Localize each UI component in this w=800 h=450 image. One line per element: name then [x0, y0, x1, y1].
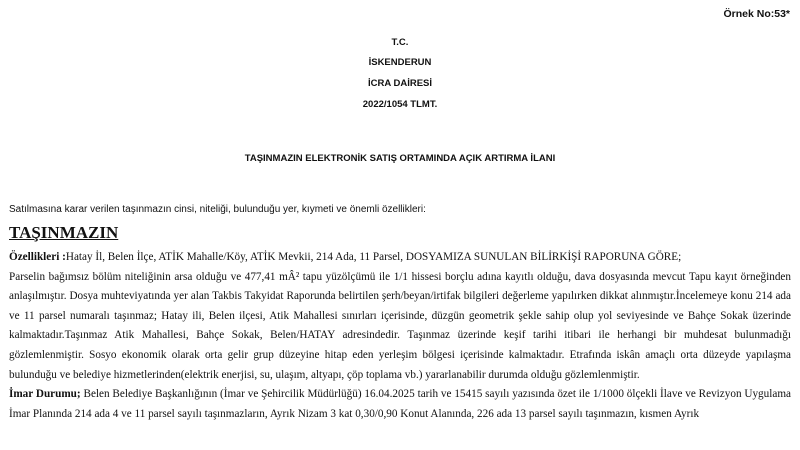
intro-text: Satılmasına karar verilen taşınmazın cinsi, niteliği, bulunduğu yer, kıymeti ve önemli özellikleri:: [9, 204, 426, 215]
zoning-text: Belen Belediye Başkanlığının (İmar ve Şehircilik Müdürlüğü) 16.04.2025 tarih ve 15415 sayılı yazısında özet ile 1/1000 ölçekli İlave ve Revizyon Uygulama İmar Planında 214 ada 4 ve 11 parsel sayılı taşınmazların, Ayrık Nizam 3 kat 0,30/0,90 Konut Alanında, 226 ada 13 parsel sayılı taşınmazın, kısmen Ayrık: [9, 388, 791, 420]
document-body: [9, 248, 791, 424]
section-heading: TAŞINMAZIN: [9, 223, 119, 242]
zoning-label: İmar Durumu;: [9, 388, 81, 401]
header-tc: T.C.: [391, 37, 409, 48]
properties-text: Hatay İl, Belen İlçe, ATİK Mahalle/Köy, ATİK Mevkii, 214 Ada, 11 Parsel, DOSYAMIZA SUNULAN BİLİRKİŞİ RAPORUNA GÖRE;: [65, 251, 682, 263]
description-paragraph: Parselin bağımsız bölüm niteliğinin arsa olduğu ve 477,41 mÂ² tapu yüzölçümü ile 1/1 hissesi borçlu adına kayıtlı olduğu, dava dosyasında mevcut Tapu kayıt örneğinden anlaşılmıştır. Dosya muhteviyatında yer alan Takbis Takyidat Raporunda belirtilen şerh/beyan/irtifak bilgileri değerleme yapılırken dikkat alınmıştır.İncelemeye konu 214 ada ve 11 parsel numaralı taşınmaz; Hatay ili, Belen ilçesi, Atik Mahallesi sınırları içerisinde, düzgün geometrik şekle sahip olup yol seviyesinde ve Bahçe Sokak üzerinde kalmaktadır.Taşınmaz Atik Mahallesi, Bahçe Sokak, Belen/HATAY adresindedir. Taşınmaz üzerinde keşif tarihi itibari ile herhangi bir muhdesat bulunmadığı gözlemlenmiştir. Sosyo ekonomik olarak orta gelir grup düzeyine hitap eden yerleşim bölgesi içerisinde kalmaktadır. Etrafında iskân amaçlı orta düzeyde yapılaşma bulunduğu ve belediye hizmetlerinden(elektrik enerjisi, su, ulaşım, altyapı, çöp toplama vb.) yararlanabilir durumda olduğu gözlemlenmiştir.: [9, 270, 791, 381]
header-office: İCRA DAİRESİ: [367, 78, 433, 89]
zoning-paragraph: [9, 385, 791, 424]
properties-paragraph: [9, 248, 791, 268]
header-case-number: 2022/1054 TLMT.: [362, 99, 438, 110]
announcement-title: TAŞINMAZIN ELEKTRONİK SATIŞ ORTAMINDA AÇIK ARTIRMA İLANI: [244, 153, 556, 164]
document-number: Örnek No:53*: [723, 8, 790, 20]
header-city: İSKENDERUN: [368, 57, 432, 68]
properties-label: Özellikleri :: [9, 251, 66, 263]
